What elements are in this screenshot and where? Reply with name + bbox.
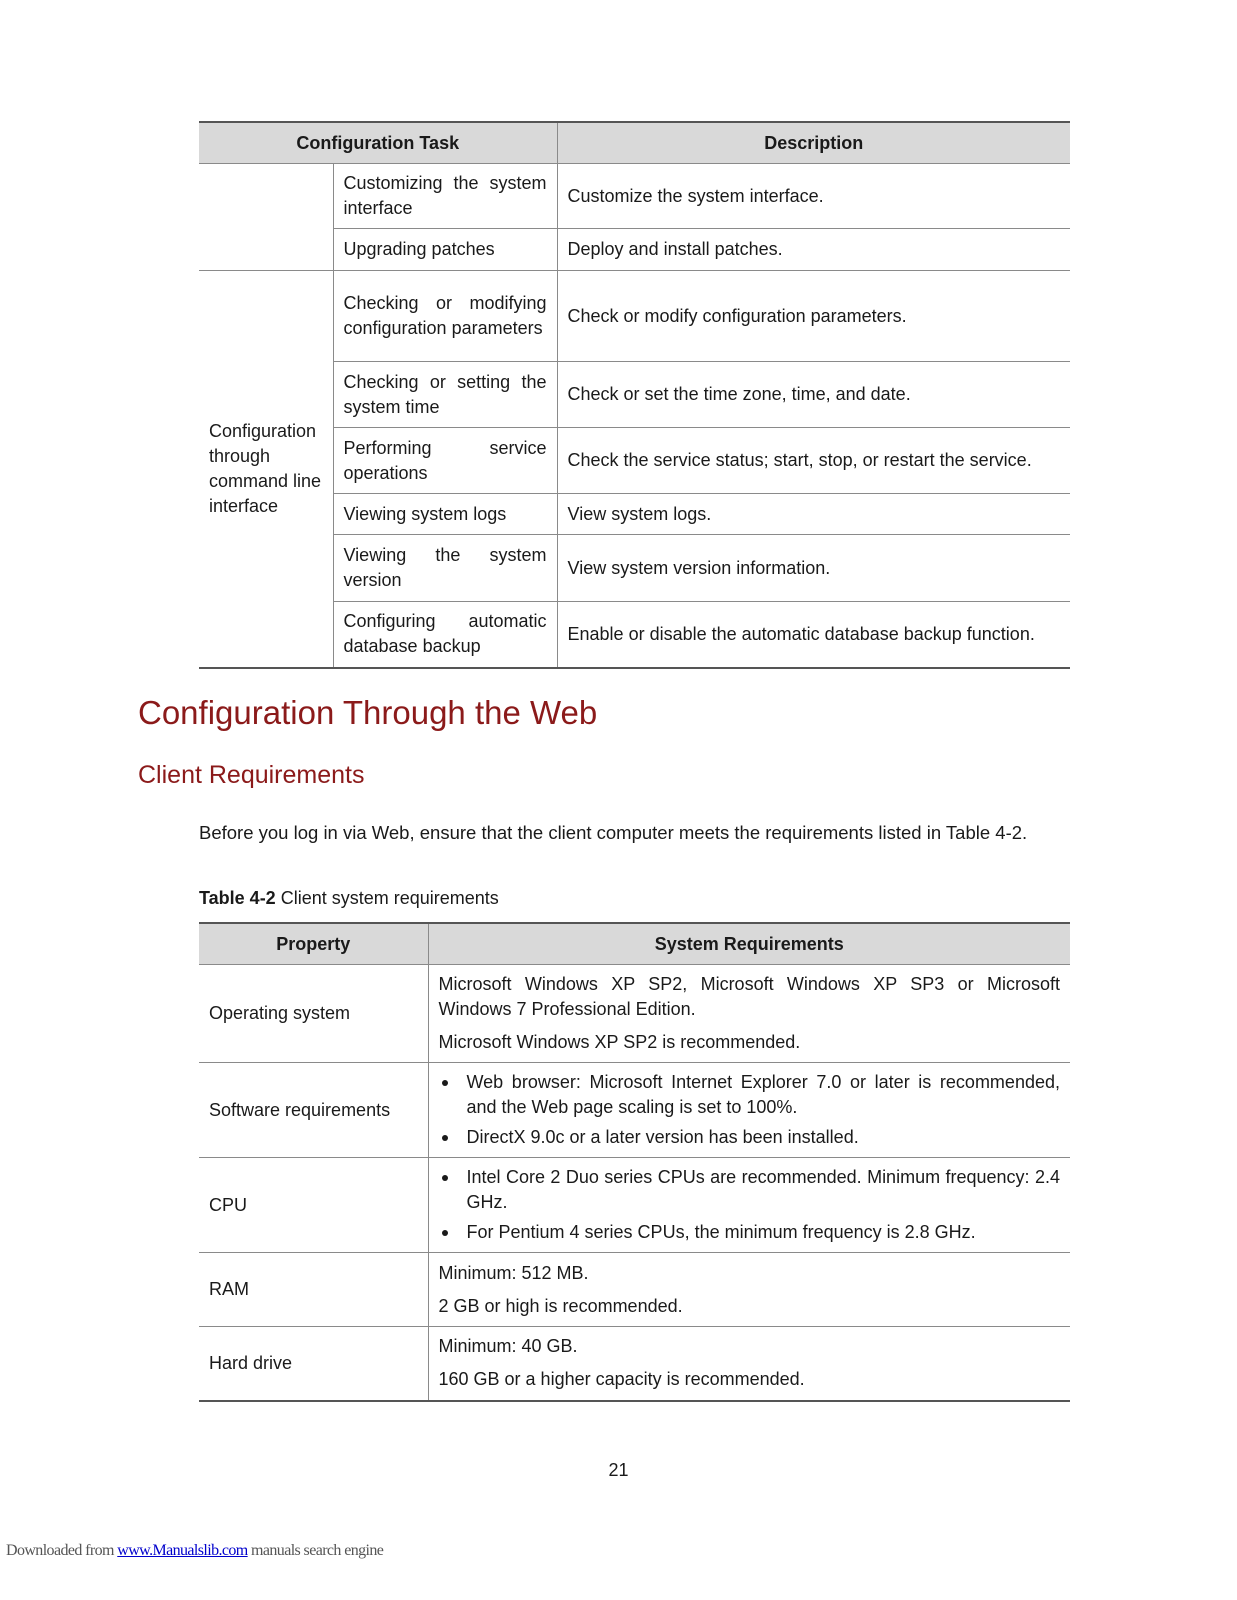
column-header-system-requirements: System Requirements	[428, 923, 1070, 965]
requirement-list	[439, 1165, 1061, 1245]
task-cell: Upgrading patches	[333, 229, 557, 271]
property-cell: RAM	[199, 1253, 428, 1327]
requirement-text: Microsoft Windows XP SP2 is recommended.	[438, 1032, 801, 1052]
description-cell: Customize the system interface.	[567, 185, 824, 206]
table-row	[199, 1253, 1070, 1327]
property-cell: CPU	[199, 1158, 428, 1253]
requirements-cell	[428, 1327, 1070, 1401]
description-cell: Check the service status; start, stop, or restart the service.	[557, 428, 1070, 494]
description-cell: Enable or disable the automatic database backup function.	[557, 602, 1070, 668]
requirements-cell	[428, 1158, 1070, 1253]
description-cell: View system logs.	[557, 494, 1070, 535]
list-item	[439, 1125, 1061, 1150]
description-cell: Check or modify configuration parameters.	[557, 271, 1070, 362]
table-row	[199, 164, 1070, 229]
list-item	[439, 1165, 1061, 1215]
table-caption-text: Client system requirements	[275, 888, 499, 908]
task-cell: Viewing the system version	[333, 535, 557, 602]
description-cell: Check or set the time zone, time, and date.	[557, 362, 1070, 428]
empty-category-cell	[199, 164, 333, 271]
description-cell: View system version information.	[557, 535, 1070, 602]
requirements-cell	[428, 1063, 1070, 1158]
bullet-icon	[442, 1135, 448, 1141]
list-item	[439, 1220, 1061, 1245]
footer-prefix: Downloaded from	[6, 1542, 118, 1559]
column-header-description: Description	[557, 122, 1070, 164]
column-header-configuration-task: Configuration Task	[199, 122, 557, 164]
requirements-cell	[428, 965, 1070, 1063]
task-cell: Checking or setting the system time	[333, 362, 557, 428]
list-item-text: Intel Core 2 Duo series CPUs are recommended. Minimum frequency: 2.4 GHz.	[466, 1167, 1060, 1212]
bullet-icon	[442, 1080, 448, 1086]
client-requirements-table	[199, 922, 1070, 1402]
table-caption	[199, 888, 499, 909]
table-row	[199, 965, 1070, 1063]
requirement-text: Minimum: 40 GB.	[438, 1336, 578, 1357]
requirement-text: 160 GB or a higher capacity is recommended.	[438, 1369, 805, 1390]
footer-suffix: manuals search engine	[247, 1542, 384, 1559]
table-row	[199, 1158, 1070, 1253]
section-heading: Configuration Through the Web	[138, 694, 598, 731]
list-item-text: For Pentium 4 series CPUs, the minimum frequency is 2.8 GHz.	[466, 1222, 976, 1242]
task-cell: Performing service operations	[333, 428, 557, 494]
intro-paragraph: Before you log in via Web, ensure that the client computer meets the requirements listed in Table 4-2.	[199, 822, 1028, 843]
table-row	[199, 271, 1070, 362]
property-cell: Operating system	[199, 965, 428, 1063]
table-caption-label: Table 4-2	[199, 888, 276, 908]
download-footer	[6, 1542, 383, 1560]
requirement-list	[439, 1070, 1061, 1150]
task-cell: Configuring automatic database backup	[333, 602, 557, 668]
column-header-property: Property	[199, 923, 428, 965]
property-cell: Hard drive	[199, 1327, 428, 1401]
bullet-icon	[442, 1175, 448, 1181]
requirement-text: 2 GB or high is recommended.	[438, 1295, 683, 1316]
category-cell-cli: Configuration through command line interface	[199, 271, 333, 668]
bullet-icon	[442, 1230, 448, 1236]
property-cell: Software requirements	[199, 1063, 428, 1158]
table-row	[199, 1327, 1070, 1401]
configuration-task-table	[199, 121, 1070, 669]
subsection-heading: Client Requirements	[138, 761, 365, 789]
list-item-text: Web browser: Microsoft Internet Explorer 7.0 or later is recommended, and the Web page scaling is set to 100%.	[466, 1072, 1060, 1117]
description-cell: Deploy and install patches.	[557, 229, 1070, 271]
task-cell: Checking or modifying configuration parameters	[333, 271, 557, 362]
list-item-text: DirectX 9.0c or a later version has been installed.	[466, 1127, 859, 1147]
table-header-row	[199, 122, 1070, 164]
requirements-cell	[428, 1253, 1070, 1327]
task-cell: Viewing system logs	[333, 494, 557, 535]
table-row	[199, 1063, 1070, 1158]
requirement-text: Microsoft Windows XP SP2, Microsoft Windows XP SP3 or Microsoft Windows 7 Professional Edition.	[438, 974, 1060, 1019]
manualslib-link[interactable]: www.Manualslib.com	[117, 1542, 248, 1559]
requirement-text: Minimum: 512 MB.	[438, 1262, 589, 1283]
table-header-row	[199, 923, 1070, 965]
list-item	[439, 1070, 1061, 1120]
task-cell: Customizing the system interface	[333, 164, 557, 229]
page-number: 21	[608, 1460, 629, 1480]
